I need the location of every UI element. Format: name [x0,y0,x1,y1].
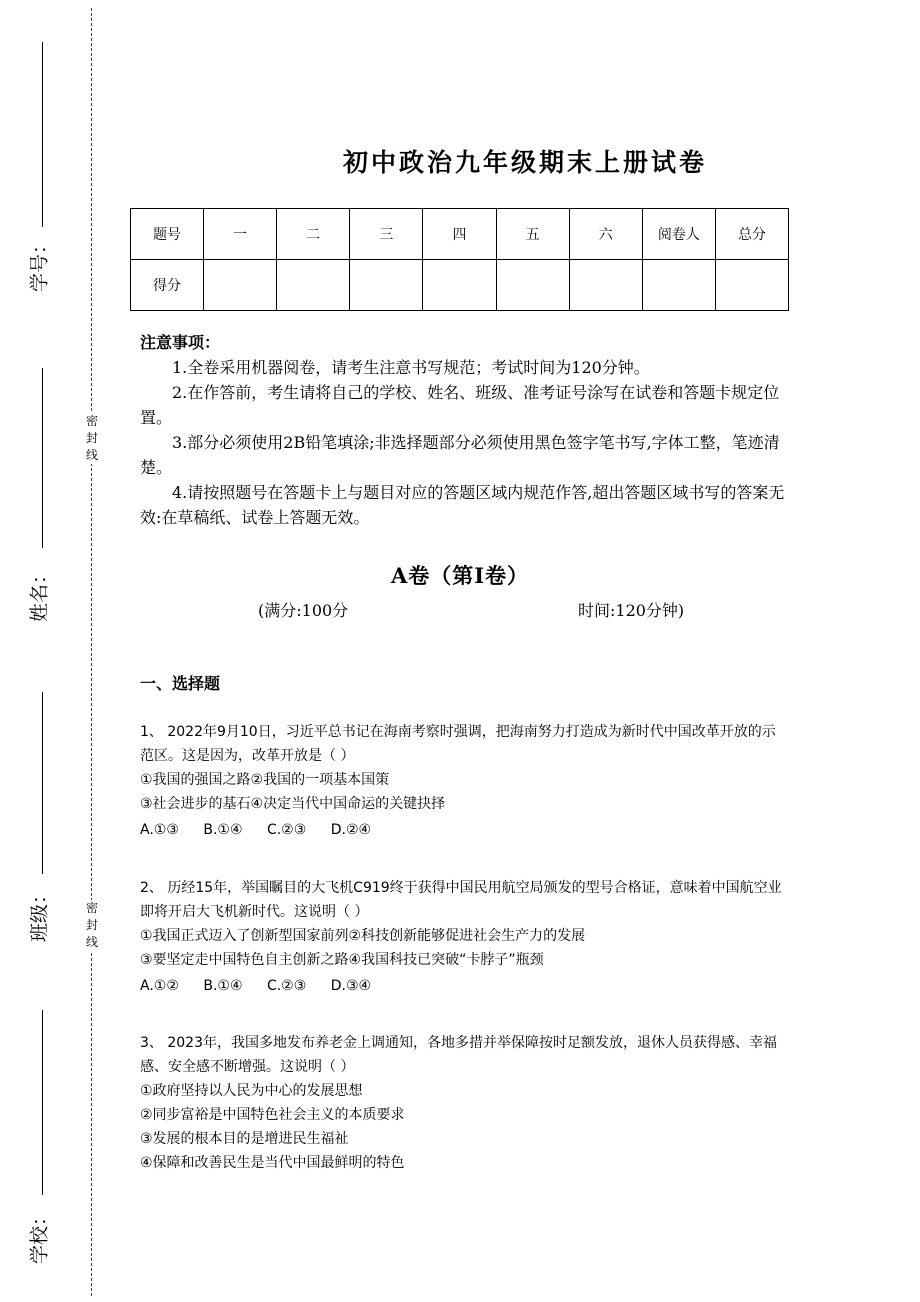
header-cell: 六 [569,209,642,260]
header-cell: 二 [277,209,350,260]
notice-item: 2.在作答前，考生请将自己的学校、姓名、班级、准考证号涂写在试卷和答题卡规定位置。 [140,383,780,427]
notice-section [140,330,790,530]
score-cell [715,260,788,311]
question-stem: 2、 历经15年，举国瞩目的大飞机C919终于获得中国民用航空局颁发的型号合格证，意味着中国航空业即将开启大飞机新时代。这说明（ ） [140,880,782,920]
name-label: 姓名： [28,565,51,623]
answer-choice-d: D.③④ [330,978,372,994]
score-cell [350,260,423,311]
score-table-score-row [131,260,789,311]
question-option: ④保障和改善民生是当代中国最鲜明的特色 [140,1155,405,1171]
question-3 [140,1031,785,1175]
header-cell: 一 [204,209,277,260]
score-cell [569,260,642,311]
score-cell [642,260,715,311]
answer-choice-b: B.①④ [203,978,243,994]
exam-title: 初中政治九年级期末上册试卷 [342,148,707,177]
section-heading: 一、选择题 [140,674,221,693]
notice-item: 4.请按照题号在答题卡上与题目对应的答题区域内规范作答,超出答题区域书写的答案无效:在草稿纸、试卷上答题无效。 [140,483,785,527]
exam-time: 时间:120分钟) [578,601,685,620]
answer-choice-d: D.②④ [330,822,372,838]
score-table [130,208,789,311]
header-cell: 三 [350,209,423,260]
answer-choice-a: A.①③ [140,822,179,838]
score-cell [277,260,350,311]
class-label: 班级： [28,885,51,943]
binding-dashed-line [91,8,92,1296]
answer-choice-c: C.②③ [266,978,307,994]
name-line [42,368,43,548]
notice-heading: 注意事项： [140,333,221,352]
score-row-label: 得分 [131,260,204,311]
question-option: ③发展的根本目的是增进民生福祉 [140,1131,349,1147]
student-id-label: 学号： [28,235,51,293]
header-cell: 五 [496,209,569,260]
header-cell: 总分 [715,209,788,260]
school-line [42,1010,43,1195]
answer-choice-a: A.①② [140,978,179,994]
student-id-line [42,42,43,227]
score-cell [423,260,496,311]
school-label: 学校： [28,1207,51,1265]
question-2 [140,876,785,998]
answer-choice-c: C.②③ [266,822,307,838]
score-cell [204,260,277,311]
answer-choice-b: B.①④ [203,822,243,838]
header-cell: 阅卷人 [642,209,715,260]
full-score: (满分:100分 [258,601,349,620]
class-line [42,692,43,874]
header-cell: 题号 [131,209,204,260]
header-cell: 四 [423,209,496,260]
notice-item: 3.部分必须使用2B铅笔填涂;非选择题部分必须使用黑色签字笔书写,字体工整，笔迹清楚。 [140,433,780,477]
answer-choices [140,818,785,842]
question-1 [140,720,785,842]
question-option: ①我国正式迈入了创新型国家前列②科技创新能够促进社会生产力的发展 [140,928,586,944]
seal-line-label-bottom: 密 封 线 [82,900,102,951]
question-stem: 3、 2023年，我国多地发布养老金上调通知，各地多措并举保障按时足额发放，退休人员获得感、幸福感、安全感不断增强。这说明（ ） [140,1035,777,1075]
question-option: ②同步富裕是中国特色社会主义的本质要求 [140,1107,405,1123]
score-table-header-row [131,209,789,260]
question-option: ①我国的强国之路②我国的一项基本国策 [140,772,390,788]
question-option: ③要坚定走中国特色自主创新之路④我国科技已突破“卡脖子”瓶颈 [140,952,544,968]
answer-choices [140,974,785,998]
volume-title: A卷（第I卷） [390,563,530,588]
question-option: ③社会进步的基石④决定当代中国命运的关键抉择 [140,796,446,812]
score-cell [496,260,569,311]
question-stem: 1、 2022年9月10日，习近平总书记在海南考察时强调，把海南努力打造成为新时代中国改革开放的示范区。这是因为，改革开放是（ ） [140,724,776,764]
notice-item: 1.全卷采用机器阅卷，请考生注意书写规范；考试时间为120分钟。 [172,358,650,377]
question-option: ①政府坚持以人民为中心的发展思想 [140,1083,363,1099]
seal-line-label-top: 密 封 线 [82,413,102,464]
